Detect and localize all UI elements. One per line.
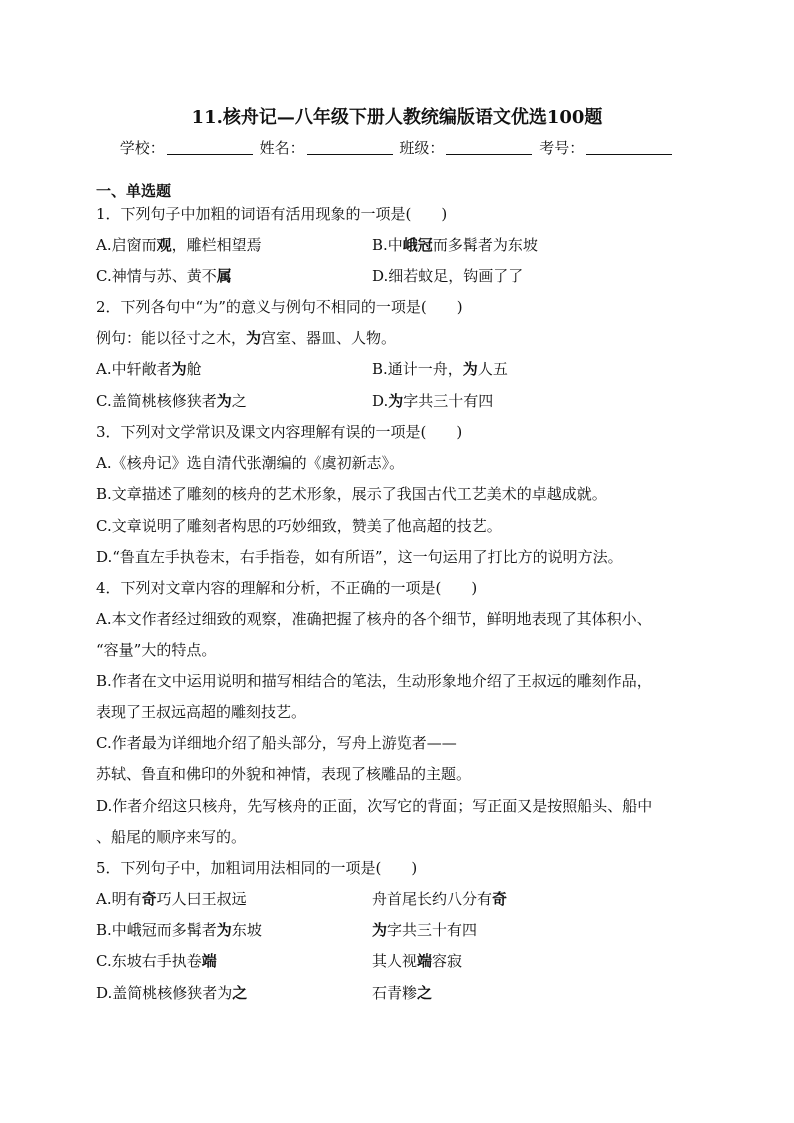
q5-option-a-pair: 舟首尾长约八分有奇 [372, 890, 508, 908]
q4-option-b-line1: B.作者在文中运用说明和描写相结合的笔法，生动形象地介绍了王叔远的雕刻作品， [96, 672, 652, 690]
school-blank[interactable] [167, 140, 253, 155]
section-heading: 一、单选题 [96, 182, 172, 200]
q2-option-b: B.通计一舟，为人五 [372, 360, 508, 378]
q3-option-d: D.“鲁直左手执卷末，右手指卷，如有所语”，这一句运用了打比方的说明方法。 [96, 548, 623, 566]
question-3-stem: 3．下列对文学常识及课文内容理解有误的一项是( ) [96, 423, 463, 441]
q5-option-b: B.中峨冠而多髯者为东坡 [96, 921, 262, 939]
q5-option-c: C.东坡右手执卷端 [96, 952, 217, 970]
name-label: 姓名： [259, 139, 305, 157]
q4-option-a-line1: A.本文作者经过细致的观察，准确把握了核舟的各个细节，鲜明地表现了其体积小、 [96, 610, 652, 628]
class-blank[interactable] [446, 140, 532, 155]
q3-option-a: A.《核舟记》选自清代张潮编的《虞初新志》。 [96, 454, 405, 472]
question-1-stem: 1．下列句子中加粗的词语有活用现象的一项是( ) [96, 205, 448, 223]
q4-option-d-line1: D.作者介绍这只核舟，先写核舟的正面，次写它的背面；写正面又是按照船头、船中 [96, 797, 653, 815]
q4-option-b-line2: 表现了王叔远高超的雕刻技艺。 [96, 703, 307, 721]
q5-option-c-pair: 其人视端容寂 [372, 952, 463, 970]
name-blank[interactable] [307, 140, 393, 155]
page-title: 11.核舟记—八年级下册人教统编版语文优选100题 [191, 107, 603, 128]
school-label: 学校： [119, 139, 165, 157]
q5-option-d-pair: 石青糁之 [372, 984, 433, 1002]
q4-option-d-line2: 、船尾的顺序来写的。 [96, 828, 247, 846]
q1-option-d: D.细若蚊足，钩画了了 [372, 267, 524, 285]
q2-example: 例句：能以径寸之木，为宫室、器皿、人物。 [96, 329, 397, 347]
student-info-row [0, 137, 794, 158]
q5-option-a: A.明有奇巧人曰王叔远 [96, 890, 247, 908]
q3-option-c: C.文章说明了雕刻者构思的巧妙细致，赞美了他高超的技艺。 [96, 517, 502, 535]
q2-option-d: D.为字共三十有四 [372, 392, 494, 410]
class-label: 班级： [399, 139, 445, 157]
q1-option-a: A.启窗而观，雕栏相望焉 [96, 236, 262, 254]
q2-option-a: A.中轩敞者为舱 [96, 360, 202, 378]
q4-option-a-line2: “容量”大的特点。 [96, 641, 217, 659]
q1-option-b: B.中峨冠而多髯者为东坡 [372, 236, 538, 254]
q5-option-d: D.盖简桃核修狭者为之 [96, 984, 248, 1002]
q1-option-c: C.神情与苏、黄不属 [96, 267, 232, 285]
number-blank[interactable] [586, 140, 672, 155]
q4-option-c-line2: 苏轼、鲁直和佛印的外貌和神情，表现了核雕品的主题。 [96, 765, 472, 783]
q3-option-b: B.文章描述了雕刻的核舟的艺术形象，展示了我国古代工艺美术的卓越成就。 [96, 485, 607, 503]
question-4-stem: 4．下列对文章内容的理解和分析，不正确的一项是( ) [96, 579, 478, 597]
q5-option-b-pair: 为字共三十有四 [372, 921, 478, 939]
q2-option-c: C.盖简桃核修狭者为之 [96, 392, 247, 410]
question-2-stem: 2．下列各句中“为”的意义与例句不相同的一项是( ) [96, 298, 463, 316]
q4-option-c-line1: C.作者最为详细地介绍了船头部分，写舟上游览者—— [96, 734, 457, 752]
question-5-stem: 5．下列句子中，加粗词用法相同的一项是( ) [96, 859, 418, 877]
number-label: 考号： [539, 139, 585, 157]
